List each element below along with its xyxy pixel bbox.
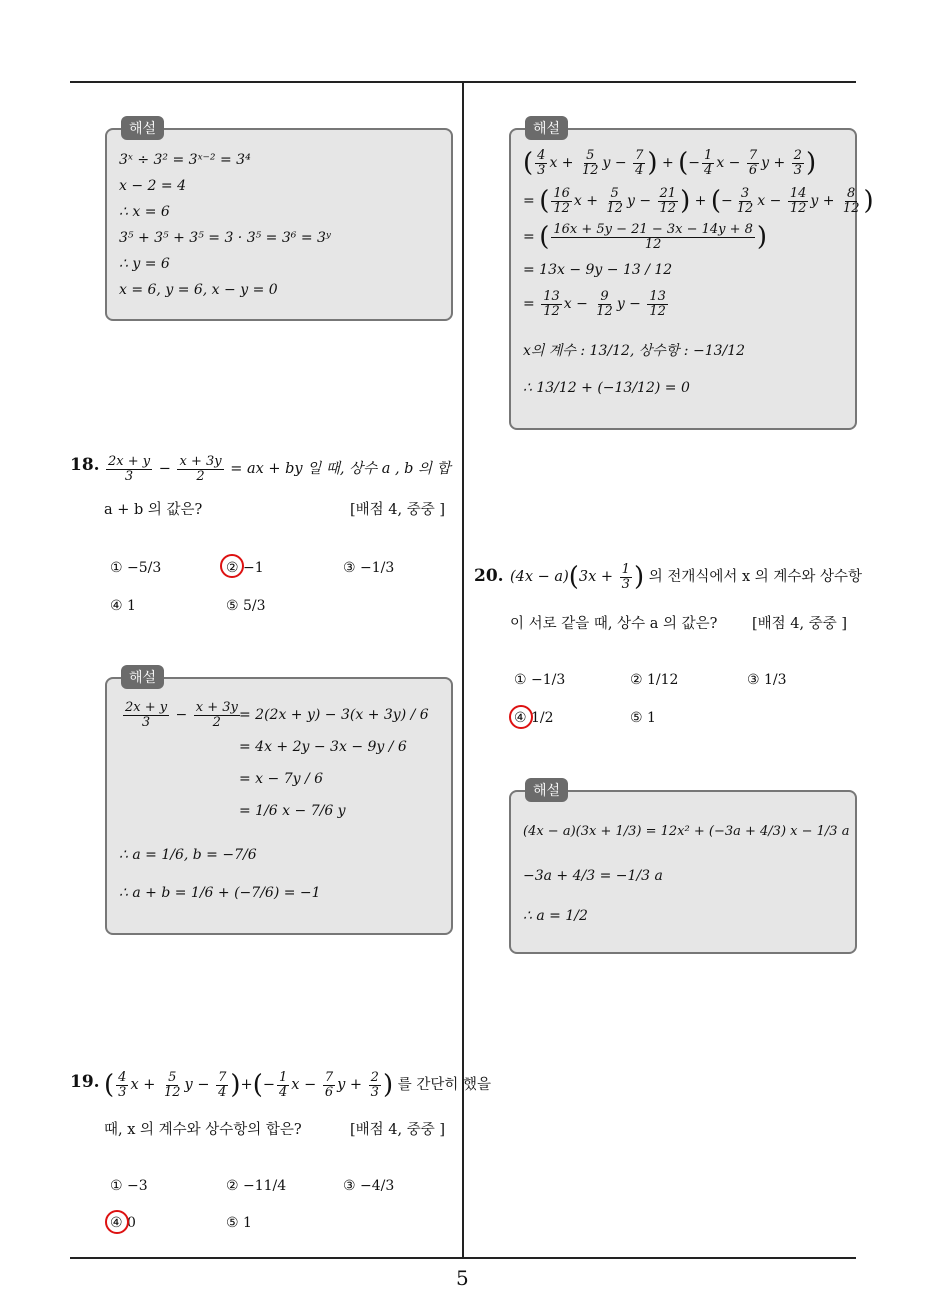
sol19-line8: ∴ 13/12 + (−13/12) = 0 xyxy=(523,380,690,396)
q19-answer-mark xyxy=(105,1210,129,1234)
sol19-line3: = ( $\frac{16x + 5y - 21 - 3x - 14y + 8}{12}$ ) xyxy=(523,221,768,252)
q19-option-3[interactable]: ③ −4/3 xyxy=(343,1178,395,1194)
sol18-line3: = x − 7y / 6 xyxy=(239,771,324,787)
page-number: 5 xyxy=(456,1266,469,1290)
q20-score: [배점 4, 중중 ] xyxy=(752,616,848,632)
q20-text: (4x − a)(3x + $\frac{1}{3}$ ) 의 전개식에서 x 의 계수와 상수항 xyxy=(510,561,863,592)
solution-box-17 xyxy=(105,121,453,321)
q19-option-4[interactable]: ④ 0 xyxy=(110,1215,136,1231)
sol17-line6: x = 6, y = 6, x − y = 0 xyxy=(119,282,278,298)
q19-option-2[interactable]: ② −11/4 xyxy=(226,1178,287,1194)
sol18-line2: = 4x + 2y − 3x − 9y / 6 xyxy=(239,739,407,755)
q18-answer-mark xyxy=(220,554,244,578)
q18-option-2[interactable]: ② −1 xyxy=(226,560,264,576)
solution-tag: 해설 xyxy=(525,116,568,140)
solution-tag: 해설 xyxy=(121,665,164,689)
q19-option-5[interactable]: ⑤ 1 xyxy=(226,1215,252,1231)
sol19-line1: ( $\frac{4}{3}$ x + $\frac{5}{12}$ y − $\frac{7}{4}$ ) + (− $\frac{1}{4}$ x − $\frac{7}{6}$ y + $\frac{2}{3}$ ) xyxy=(523,147,817,178)
q19-number: 19. xyxy=(70,1072,100,1092)
q20-number: 20. xyxy=(474,566,504,586)
q19-text-end: 를 간단히 했을 xyxy=(397,1077,491,1093)
q20-option-1[interactable]: ① −1/3 xyxy=(514,672,566,688)
sol20-line1: (4x − a)(3x + 1/3) = 12x² + (−3a + 4/3) x − 1/3 a xyxy=(523,824,850,839)
q18-option-3[interactable]: ③ −1/3 xyxy=(343,560,395,576)
q20-line2: 이 서로 같을 때, 상수 a 의 값은? xyxy=(510,616,718,632)
q18-text: $\frac{2x + y}{3}$ − $\frac{x + 3y}{2}$ = ax + by 일 때, 상수 a , b 의 합 xyxy=(108,454,451,484)
q18-number: 18. xyxy=(70,455,100,475)
sol19-line7: x의 계수 : 13/12, 상수항 : −13/12 xyxy=(523,343,746,359)
sol20-line3: ∴ a = 1/2 xyxy=(523,908,588,924)
solution-box-18 xyxy=(105,670,453,935)
q18-option-4[interactable]: ④ 1 xyxy=(110,598,136,614)
sol18-line4: = 1/6 x − 7/6 y xyxy=(239,803,346,819)
q18-score: [배점 4, 중중 ] xyxy=(350,502,446,518)
q20-option-3[interactable]: ③ 1/3 xyxy=(747,672,787,688)
q20-option-4[interactable]: ④ 1/2 xyxy=(514,710,554,726)
q18-text-part2: = ax + by 일 때, 상수 a , b 의 합 xyxy=(230,461,451,478)
sol17-line3: ∴ x = 6 xyxy=(119,204,170,220)
q18-option-1[interactable]: ① −5/3 xyxy=(110,560,162,576)
sol18-line6: ∴ a + b = 1/6 + (−7/6) = −1 xyxy=(119,885,321,901)
q19-option-1[interactable]: ① −3 xyxy=(110,1178,148,1194)
sol17-line5: ∴ y = 6 xyxy=(119,256,170,272)
sol18-line1: = 2(2x + y) − 3(x + 3y) / 6 xyxy=(239,707,429,723)
q20-answer-mark xyxy=(509,705,533,729)
solution-box-19 xyxy=(509,121,874,430)
q20-option-2[interactable]: ② 1/12 xyxy=(630,672,679,688)
bottom-rule xyxy=(70,1257,856,1259)
q19-score: [배점 4, 중중 ] xyxy=(350,1122,446,1138)
sol19-line5: = 13x − 9y − 13 / 12 xyxy=(523,262,673,278)
solution-tag: 해설 xyxy=(121,116,164,140)
sol19-line2: = ( $\frac{16}{12}$ x + $\frac{5}{12}$ y − $\frac{21}{12}$ ) + (− $\frac{3}{12}$ x − $\frac{14}{12}$ y + $\frac{8}{12}$ ) xyxy=(523,185,874,216)
sol19-line6: = $\frac{13}{12}$ x − $\frac{9}{12}$ y − $\frac{13}{12}$ xyxy=(523,289,666,319)
solution-box-20 xyxy=(509,783,857,954)
q19-text: ( $\frac{4}{3}$ x + $\frac{5}{12}$ y − $\frac{7}{4}$ )+(− $\frac{1}{4}$ x − $\frac{7}{6}$ y + $\frac{2}{3}$ ) 를 간단히 했을 xyxy=(104,1069,491,1100)
sol18-lhs: $\frac{2x + y}{3}$ − $\frac{x + 3y}{2}$ xyxy=(125,700,238,730)
q20-text-end: 의 전개식에서 x 의 계수와 상수항 xyxy=(648,569,863,585)
sol18-line5: ∴ a = 1/6, b = −7/6 xyxy=(119,847,257,863)
q20-option-5[interactable]: ⑤ 1 xyxy=(630,710,656,726)
q18-option-5[interactable]: ⑤ 5/3 xyxy=(226,598,266,614)
q19-line2: 때, x 의 계수와 상수항의 합은? xyxy=(104,1122,302,1138)
q18-line2: a + b 의 값은? xyxy=(104,502,203,518)
sol17-line1: 3ˣ ÷ 3² = 3ˣ⁻² = 3⁴ xyxy=(119,152,251,168)
sol17-line2: x − 2 = 4 xyxy=(119,178,186,194)
solution-tag: 해설 xyxy=(525,778,568,802)
sol20-line2: −3a + 4/3 = −1/3 a xyxy=(523,868,663,884)
sol17-line4: 3⁵ + 3⁵ + 3⁵ = 3 · 3⁵ = 3⁶ = 3ʸ xyxy=(119,230,331,246)
